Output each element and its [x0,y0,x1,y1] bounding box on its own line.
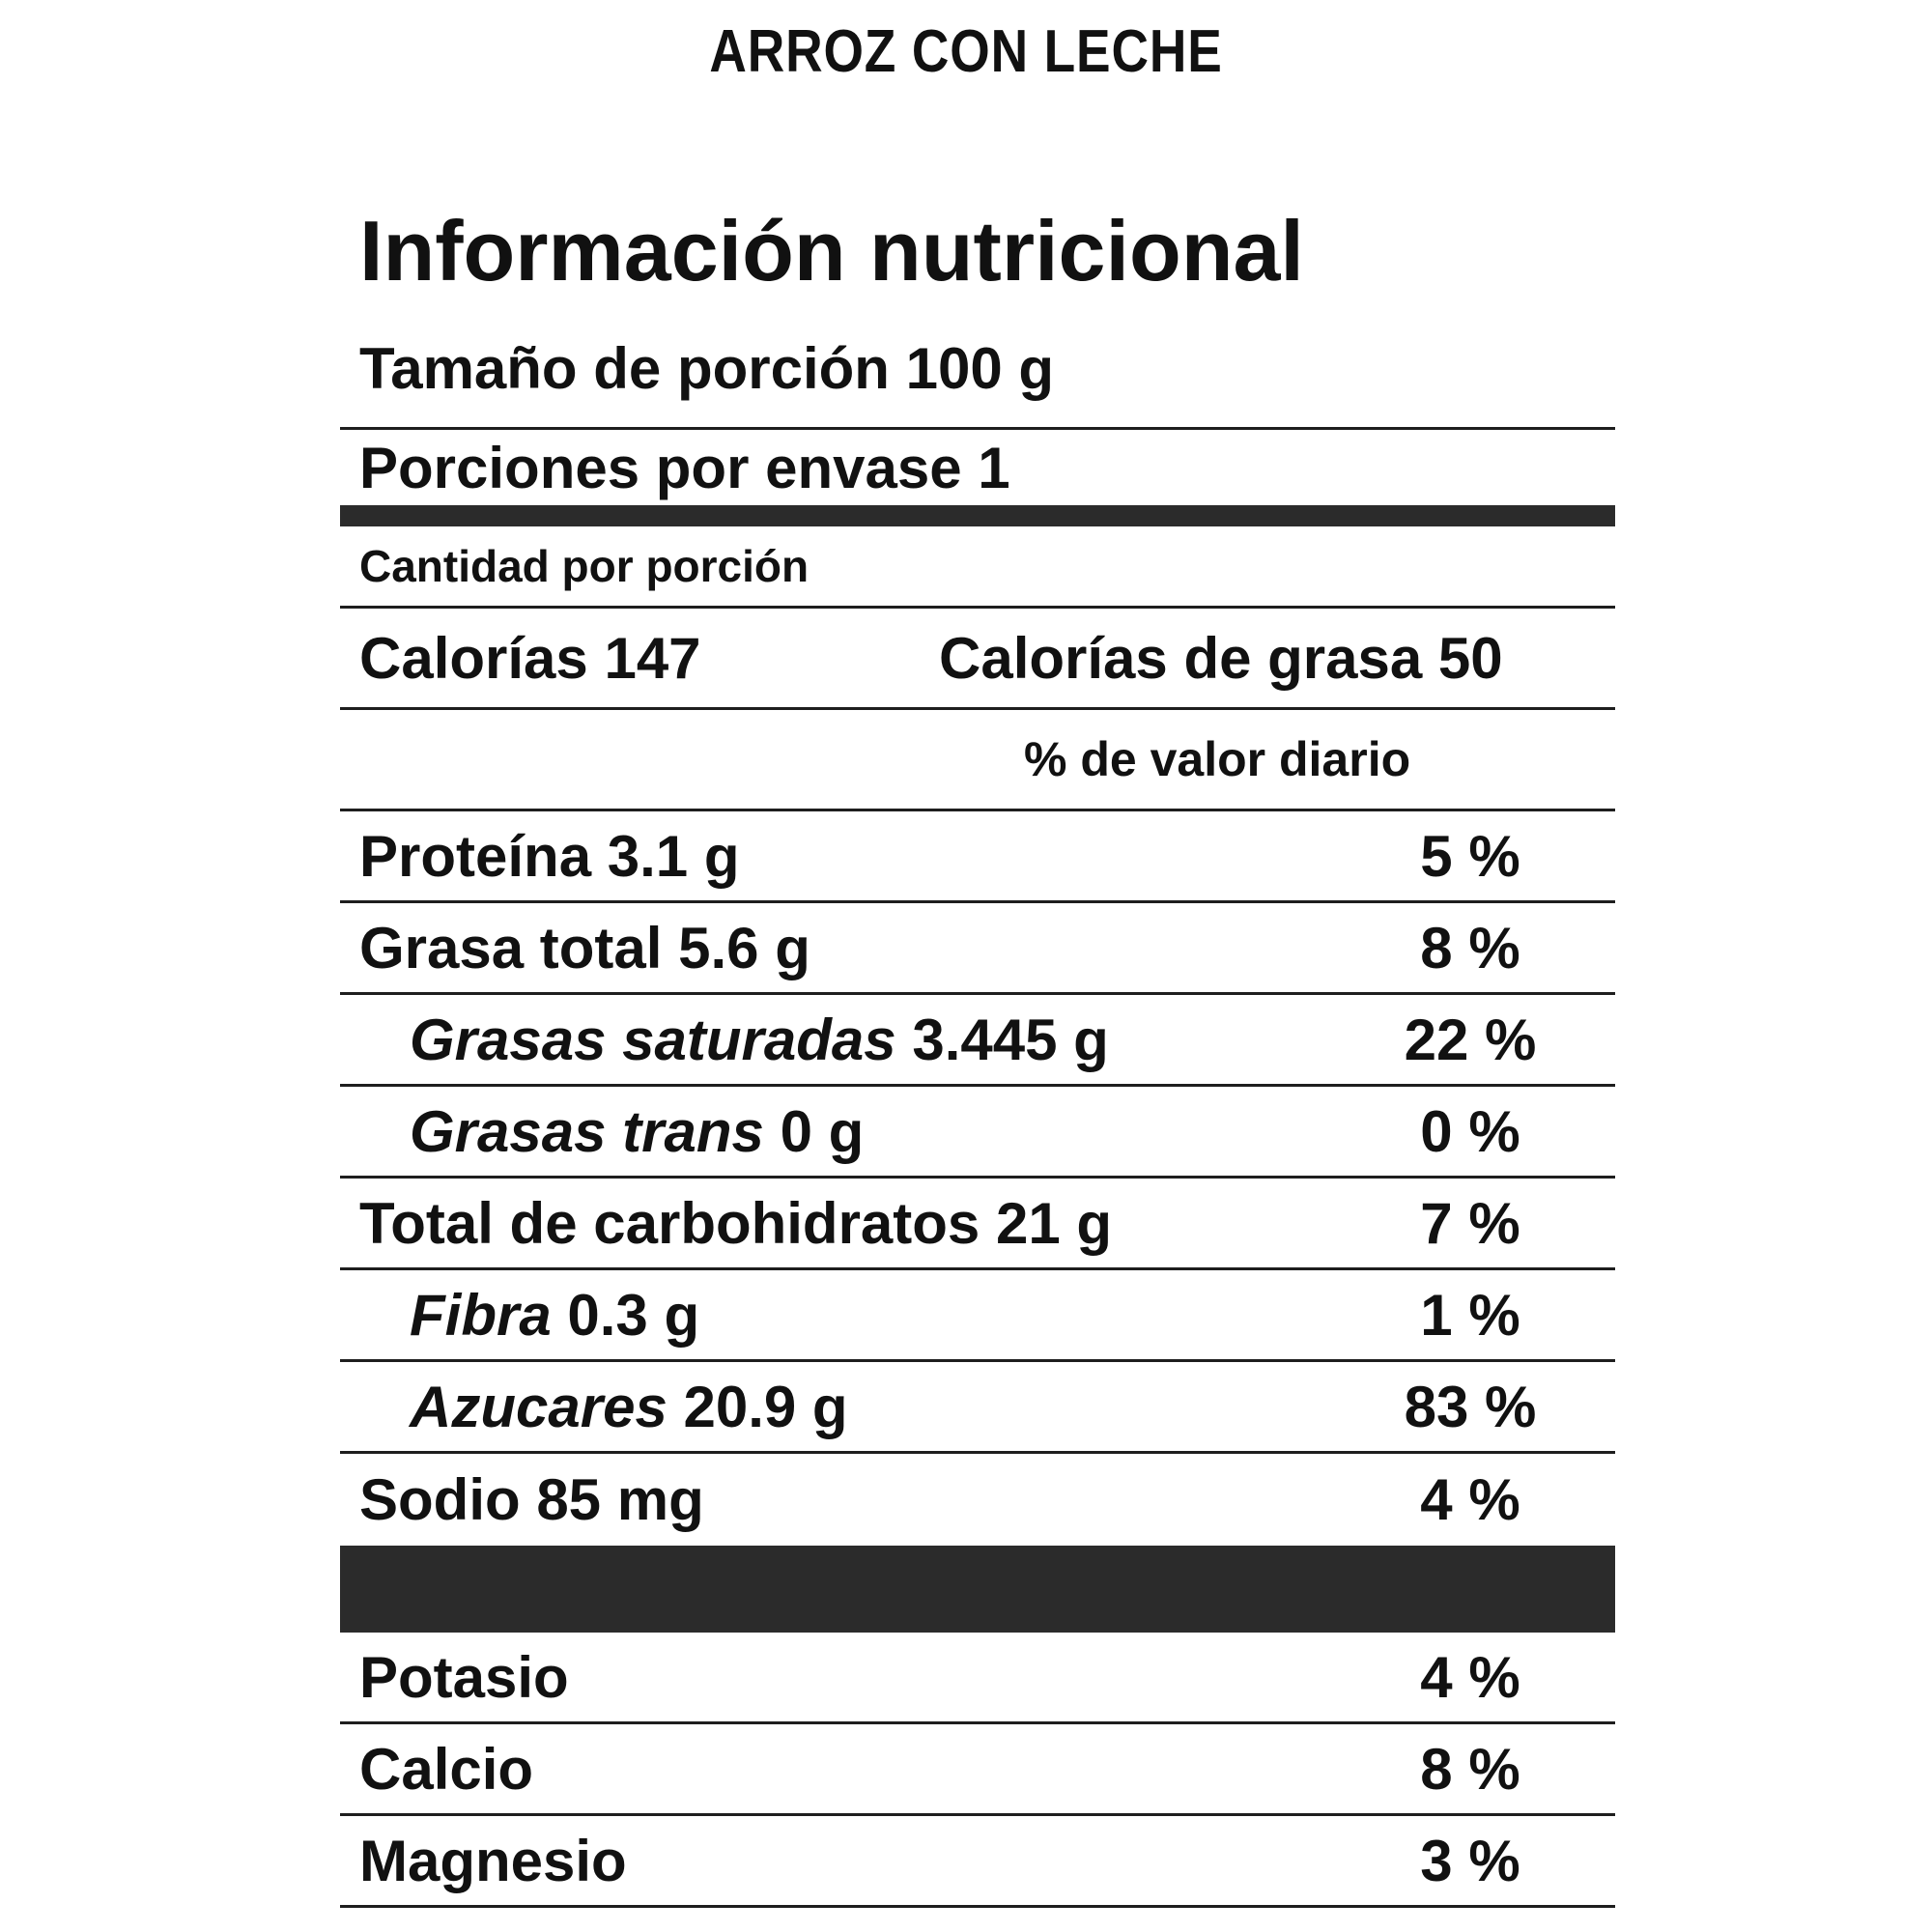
amount-per-serving-text: Cantidad por porción [359,541,810,591]
nutrient-label [359,1466,704,1533]
product-name: ARROZ CON LECHE [709,18,1223,85]
nutrient-amount: 0 g [780,1098,865,1164]
nutrient-label [359,915,810,981]
nutrient-label [359,1190,1112,1257]
calories-row [340,609,1615,710]
mineral-daily-value: 8 % [1420,1736,1520,1802]
amount-per-serving-row [340,526,1615,609]
mineral-row-calcium [340,1724,1615,1816]
nutrient-daily-value: 7 % [1420,1190,1520,1256]
nutrient-row-carbohydrates [340,1179,1615,1270]
nutrient-daily-value: 1 % [1420,1282,1520,1348]
servings-per-container-row [340,430,1615,526]
daily-value-header-row [340,710,1615,811]
label-title: Información nutricional [359,203,1304,298]
nutrient-daily-value: 83 % [1404,1374,1537,1439]
nutrient-amount: 3.1 g [607,823,740,889]
nutrient-daily-value: 22 % [1404,1007,1537,1072]
mineral-name: Calcio [359,1736,534,1802]
nutrient-row-sodium [340,1454,1615,1546]
nutrient-row-trans-fat [340,1087,1615,1179]
mineral-row-potassium [340,1633,1615,1724]
nutrient-name: Fibra [410,1282,552,1348]
mineral-daily-value: 4 % [1420,1644,1520,1710]
nutrient-row-total-fat [340,903,1615,995]
mineral-daily-value: 3 % [1420,1828,1520,1893]
nutrient-name: Grasas trans [410,1098,764,1164]
nutrient-label [410,1098,864,1165]
nutrient-name: Proteína [359,823,592,889]
nutrient-row-fiber [340,1270,1615,1362]
mineral-name: Potasio [359,1644,569,1710]
nutrient-label [410,1374,848,1440]
calories-text: Calorías 147 [359,625,701,691]
nutrient-row-sugars [340,1362,1615,1454]
nutrient-name: Grasas saturadas [410,1007,896,1072]
nutrient-amount: 21 g [995,1190,1113,1256]
nutrient-name: Total de carbohidratos [359,1190,980,1256]
nutrient-name: Grasa total [359,915,663,980]
serving-size-text: Tamaño de porción 100 g [359,335,1055,401]
nutrient-daily-value: 8 % [1420,915,1520,980]
nutrient-amount: 20.9 g [683,1374,848,1439]
nutrient-row-protein [340,811,1615,903]
nutrient-label [410,1282,699,1349]
nutrient-daily-value: 5 % [1420,823,1520,889]
nutrient-label [410,1007,1109,1073]
mineral-name: Magnesio [359,1828,627,1893]
nutrient-daily-value: 4 % [1420,1467,1520,1532]
nutrient-amount: 5.6 g [678,915,810,980]
calories-from-fat-text: Calorías de grasa 50 [939,625,1503,691]
nutrition-facts-label [340,193,1615,1908]
daily-value-header-text: % de valor diario [1024,732,1411,786]
nutrient-amount: 0.3 g [567,1282,700,1348]
nutrient-daily-value: 0 % [1420,1098,1520,1164]
nutrient-name: Sodio [359,1467,521,1532]
section-divider-band [340,1546,1615,1633]
servings-per-container-text: Porciones por envase 1 [359,435,1010,500]
serving-size-row [340,309,1615,430]
nutrient-amount: 85 mg [536,1467,704,1532]
nutrient-name: Azucares [410,1374,668,1439]
nutrient-row-saturated-fat [340,995,1615,1087]
nutrient-label [359,823,739,890]
nutrient-amount: 3.445 g [912,1007,1109,1072]
mineral-row-magnesium [340,1816,1615,1908]
